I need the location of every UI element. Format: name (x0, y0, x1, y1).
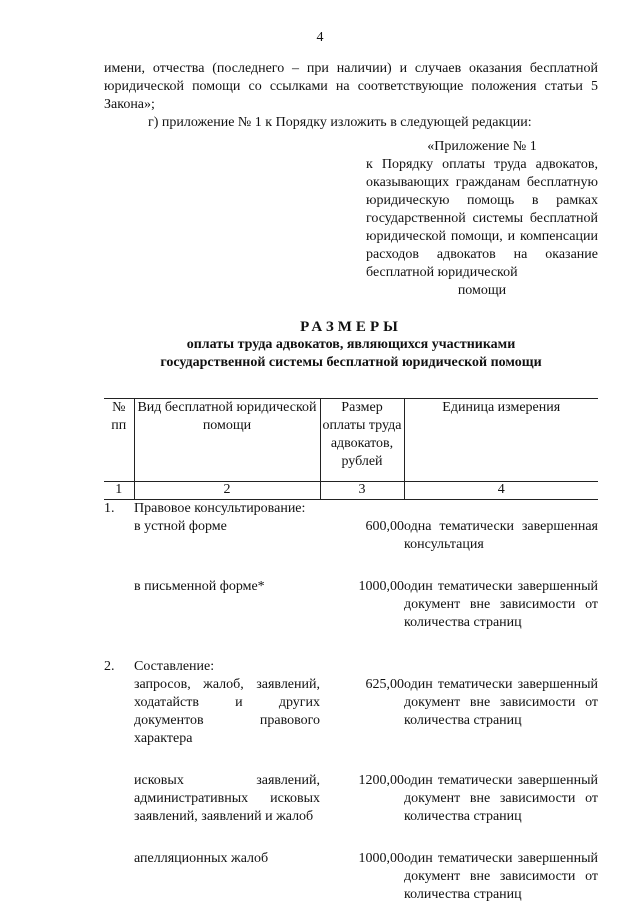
measurement-unit: один тематически завершенный документ вне зависимости от количества страниц (404, 851, 598, 902)
payment-amount: 1000,00 (358, 579, 404, 594)
column-number-row (104, 482, 598, 500)
measurement-unit: одна тематически завершенная консультация (404, 519, 598, 552)
title-line-1: оплаты труда адвокатов, являющихся участниками (186, 337, 516, 352)
appendix-last-line: помощи (457, 283, 507, 298)
table-row (104, 578, 598, 632)
section-title: Составление: (134, 659, 215, 674)
assistance-type: исковых заявлений, административных исковых заявлений, заявлений и жалоб (134, 773, 320, 824)
document-title (104, 318, 598, 372)
payment-amount: 1200,00 (358, 773, 404, 788)
measurement-unit: один тематически завершенный документ вне зависимости от количества страниц (404, 773, 598, 824)
column-number: 3 (320, 482, 404, 500)
section-row (104, 658, 598, 676)
header-number: № пп (104, 399, 134, 482)
payment-amount: 600,00 (365, 519, 404, 534)
table-row (104, 772, 598, 826)
section-number: 1. (104, 501, 115, 516)
intro-paragraph: имени, отчества (последнего – при наличии) и случаев оказания бесплатной юридической помощи со ссылками на соответствующие положения статьи 5 Закона»; (104, 61, 598, 112)
header-payment: Размер оплаты труда адвокатов, рублей (320, 399, 404, 482)
header-type: Вид бесплатной юридической помощи (134, 399, 320, 482)
payment-amount: 1000,00 (358, 851, 404, 866)
measurement-unit: один тематически завершенный документ вне зависимости от количества страниц (404, 677, 598, 728)
assistance-type: запросов, жалоб, заявлений, ходатайств и других документов правового характера (134, 677, 320, 746)
assistance-type: в письменной форме* (134, 579, 265, 594)
assistance-type: в устной форме (134, 519, 227, 534)
measurement-unit: один тематически завершенный документ вне зависимости от количества страниц (404, 579, 598, 630)
appendix-header: «Приложение № 1 (427, 139, 537, 154)
section-title: Правовое консультирование: (134, 501, 306, 516)
header-unit: Единица измерения (404, 399, 598, 482)
section-row (104, 500, 598, 519)
title-main: РАЗМЕРЫ (300, 319, 402, 335)
intro-amendment-line: г) приложение № 1 к Порядку изложить в следующей редакции: (148, 115, 532, 130)
table-row (104, 676, 598, 748)
assistance-type: апелляционных жалоб (134, 851, 269, 866)
table-row (104, 518, 598, 554)
appendix-text: к Порядку оплаты труда адвокатов, оказывающих гражданам бесплатную юридическую помощь в рамках государственной системы бесплатной юридической помощи, и компенсации расходов адвокатов на оказание бесплатной юридической (366, 157, 598, 280)
payment-amount: 625,00 (365, 677, 404, 692)
payment-sizes-table (104, 398, 598, 904)
title-line-2: государственной системы бесплатной юридической помощи (160, 355, 542, 370)
appendix-reference (366, 138, 598, 300)
section-number: 2. (104, 659, 115, 674)
column-number: 4 (404, 482, 598, 500)
table-header-row (104, 399, 598, 482)
column-number: 1 (104, 482, 134, 500)
column-number: 2 (134, 482, 320, 500)
table-row (104, 850, 598, 904)
page-number: 4 (316, 30, 324, 45)
